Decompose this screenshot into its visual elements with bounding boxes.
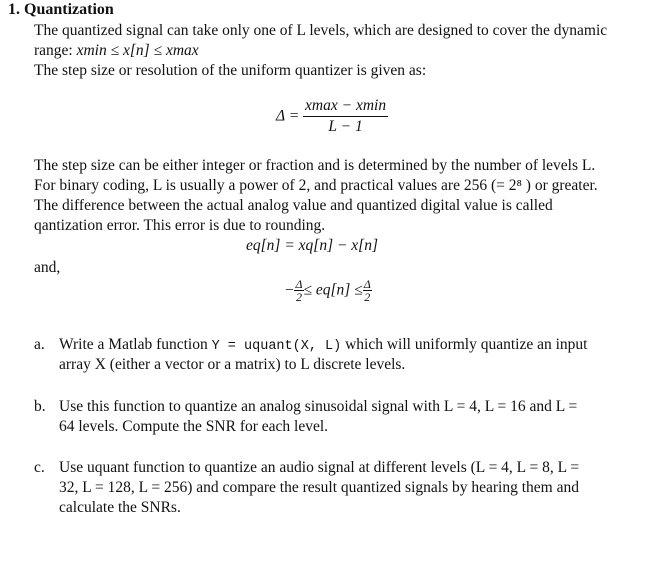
bound-right-fraction: [363, 278, 372, 303]
item-b-label: b.: [34, 398, 46, 415]
step-formula-numerator: xmax − xmin: [303, 97, 388, 117]
item-a-line-2: array X (either a vector or a matrix) to L discrete levels.: [59, 356, 406, 373]
item-a-suffix: which will uniformly quantize an input: [341, 336, 588, 353]
item-c-line-2: 32, L = 128, L = 256) and compare the result quantized signals by hearing them and: [59, 479, 579, 496]
bound-minus: −: [284, 281, 295, 299]
explanation-line-4: qantization error. This error is due to rounding.: [34, 217, 326, 234]
and-label: and,: [34, 259, 61, 276]
intro-line-2: [34, 41, 199, 61]
step-formula-denominator: L − 1: [328, 118, 363, 135]
step-formula-lhs: Δ =: [276, 107, 300, 125]
explanation-line-2: For binary coding, L is usually a power of 2, and practical values are 256 (= 2⁸ ) or greater.: [34, 177, 598, 194]
item-c-line-1: Use uquant function to quantize an audio signal at different levels (L = 4, L = 8, L =: [59, 459, 580, 476]
section-heading: 1. Quantization: [8, 1, 114, 18]
step-formula-fraction: [303, 97, 388, 136]
bound-right-two: 2: [364, 290, 371, 304]
explanation-line-1: The step size can be either integer or fraction and is determined by the number of levels L.: [34, 157, 596, 174]
bound-left-two: 2: [295, 290, 302, 304]
bound-left-fraction: [294, 278, 303, 303]
bound-middle: ≤ eq[n] ≤: [303, 281, 363, 299]
item-a-label: a.: [34, 336, 45, 353]
error-bound-formula: [284, 278, 372, 303]
range-expression: xmin ≤ x[n] ≤ xmax: [76, 42, 199, 59]
item-a-prefix: Write a Matlab function: [59, 336, 212, 353]
item-c-label: c.: [34, 459, 45, 476]
bound-left-delta: Δ: [295, 277, 303, 291]
bound-right-delta: Δ: [363, 277, 371, 291]
range-label: range:: [34, 42, 77, 59]
item-b-line-2: 64 levels. Compute the SNR for each level.: [59, 418, 329, 435]
intro-line-3: The step size or resolution of the uniform quantizer is given as:: [34, 62, 427, 79]
intro-line-1: The quantized signal can take only one of L levels, which are designed to cover the dynamic: [34, 22, 608, 39]
item-c-line-3: calculate the SNRs.: [59, 499, 181, 516]
quantization-error-formula: eq[n] = xq[n] − x[n]: [246, 237, 378, 254]
item-a-line-1: [59, 335, 587, 357]
step-size-formula: [276, 97, 388, 136]
item-b-line-1: Use this function to quantize an analog sinusoidal signal with L = 4, L = 16 and L =: [59, 398, 578, 415]
explanation-line-3: The difference between the actual analog value and quantized digital value is called: [34, 197, 553, 214]
item-a-code: Y = uquant(X, L): [211, 339, 342, 354]
